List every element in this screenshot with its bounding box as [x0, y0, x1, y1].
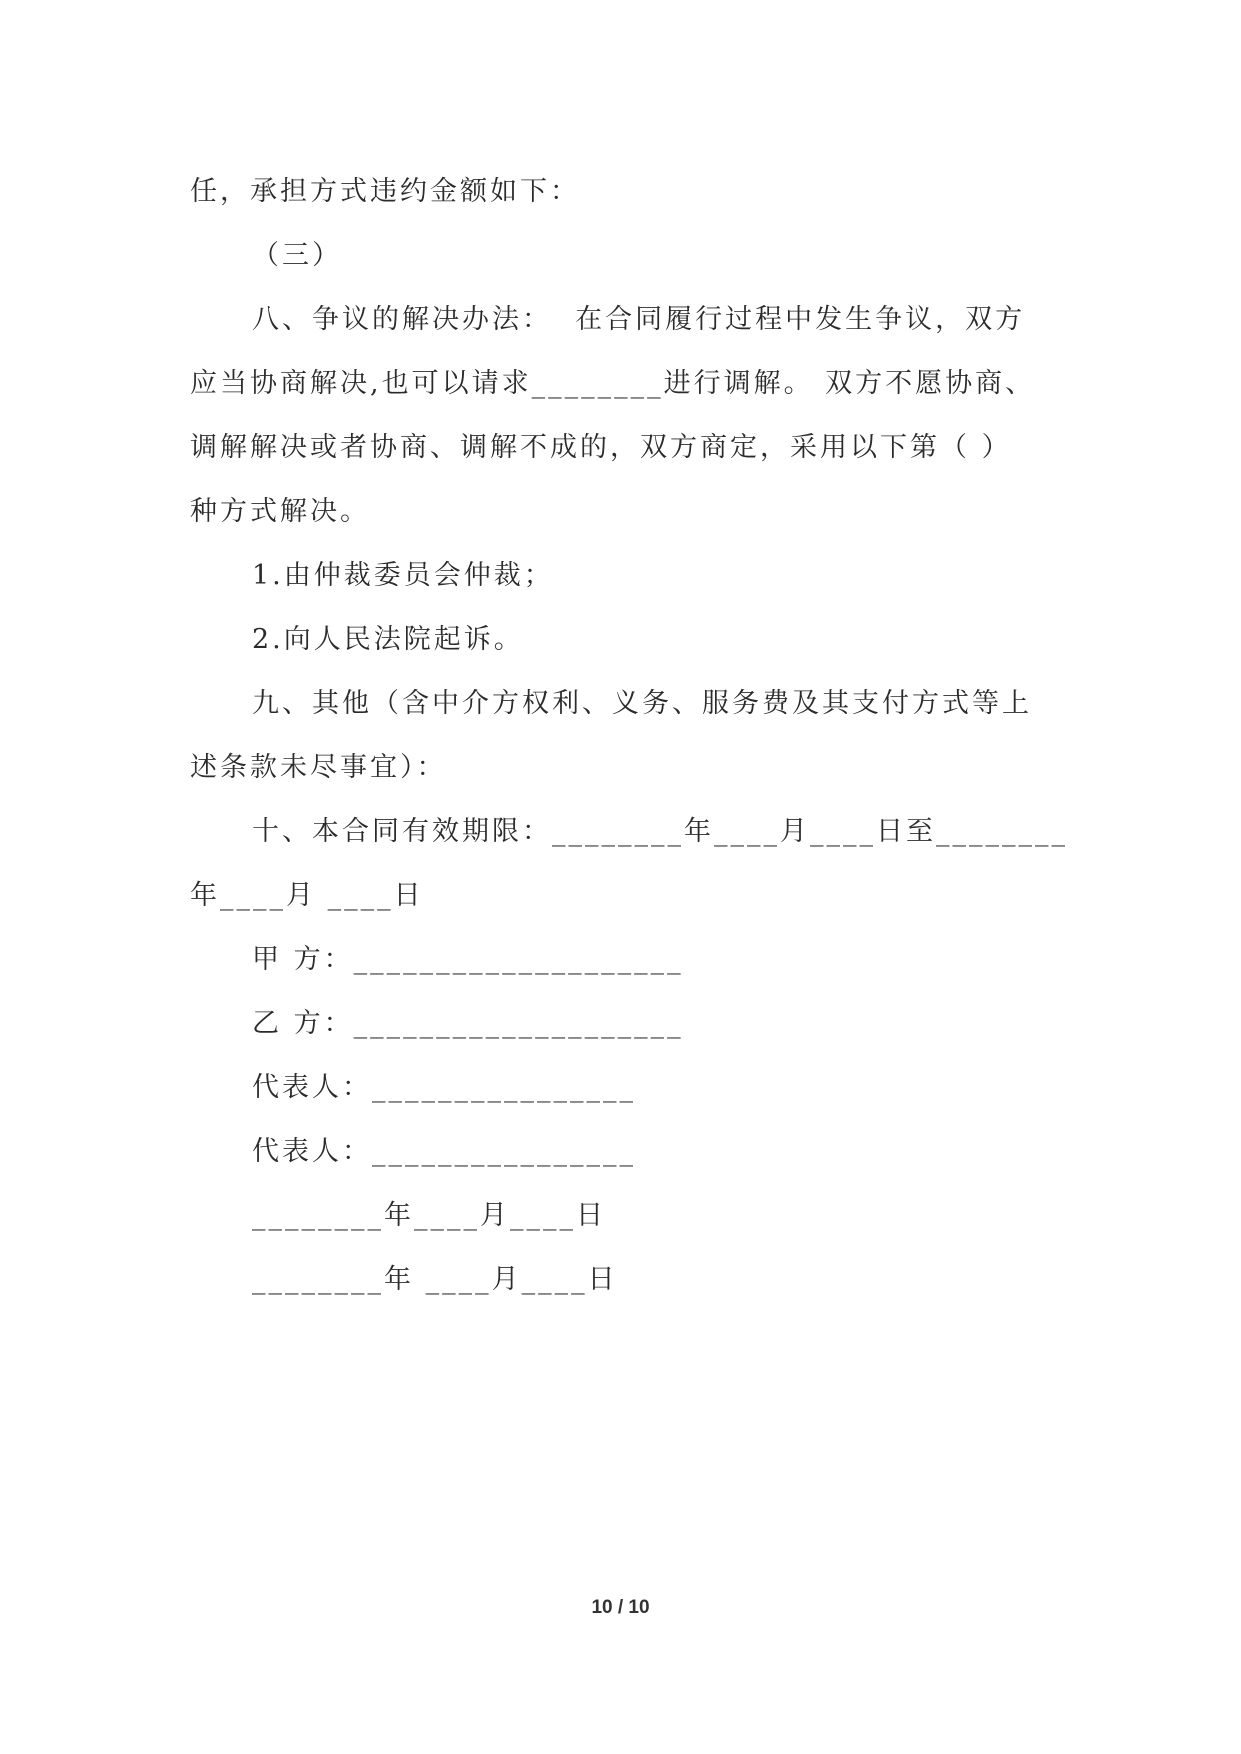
- paragraph-line: 调解解决或者协商、调解不成的，双方商定，采用以下第（ ）: [190, 432, 1012, 463]
- clause-ten-heading: 十、本合同有效期限：________年____月____日至________: [252, 816, 1068, 847]
- document-body: [190, 160, 1068, 1312]
- page-number: 10 / 10: [591, 1597, 650, 1618]
- clause-eight-heading: 八、争议的解决办法： 在合同履行过程中发生争议，双方: [252, 304, 1026, 335]
- party-b-signature: 乙 方：____________________: [252, 1008, 684, 1039]
- paragraph-line: 任，承担方式违约金额如下：: [190, 176, 580, 207]
- party-a-signature: 甲 方：____________________: [252, 944, 684, 975]
- representative-a: 代表人：________________: [252, 1072, 636, 1103]
- paragraph-line: 种方式解决。: [190, 496, 370, 527]
- clause-nine-heading: 九、其他（含中介方权利、义务、服务费及其支付方式等上: [252, 688, 1032, 719]
- section-marker: （三）: [252, 240, 342, 271]
- option-arbitration: 1.由仲裁委员会仲裁；: [252, 560, 554, 591]
- option-court: 2.向人民法院起诉。: [252, 624, 524, 655]
- paragraph-line: 年____月 ____日: [190, 880, 424, 911]
- paragraph-line: 述条款未尽事宜）：: [190, 752, 447, 783]
- paragraph-line: 应当协商解决,也可以请求________进行调解。 双方不愿协商、: [190, 368, 1036, 399]
- representative-b: 代表人：________________: [252, 1136, 636, 1167]
- date-a: ________年____月____日: [252, 1200, 606, 1231]
- date-b: ________年 ____月____日: [252, 1264, 618, 1295]
